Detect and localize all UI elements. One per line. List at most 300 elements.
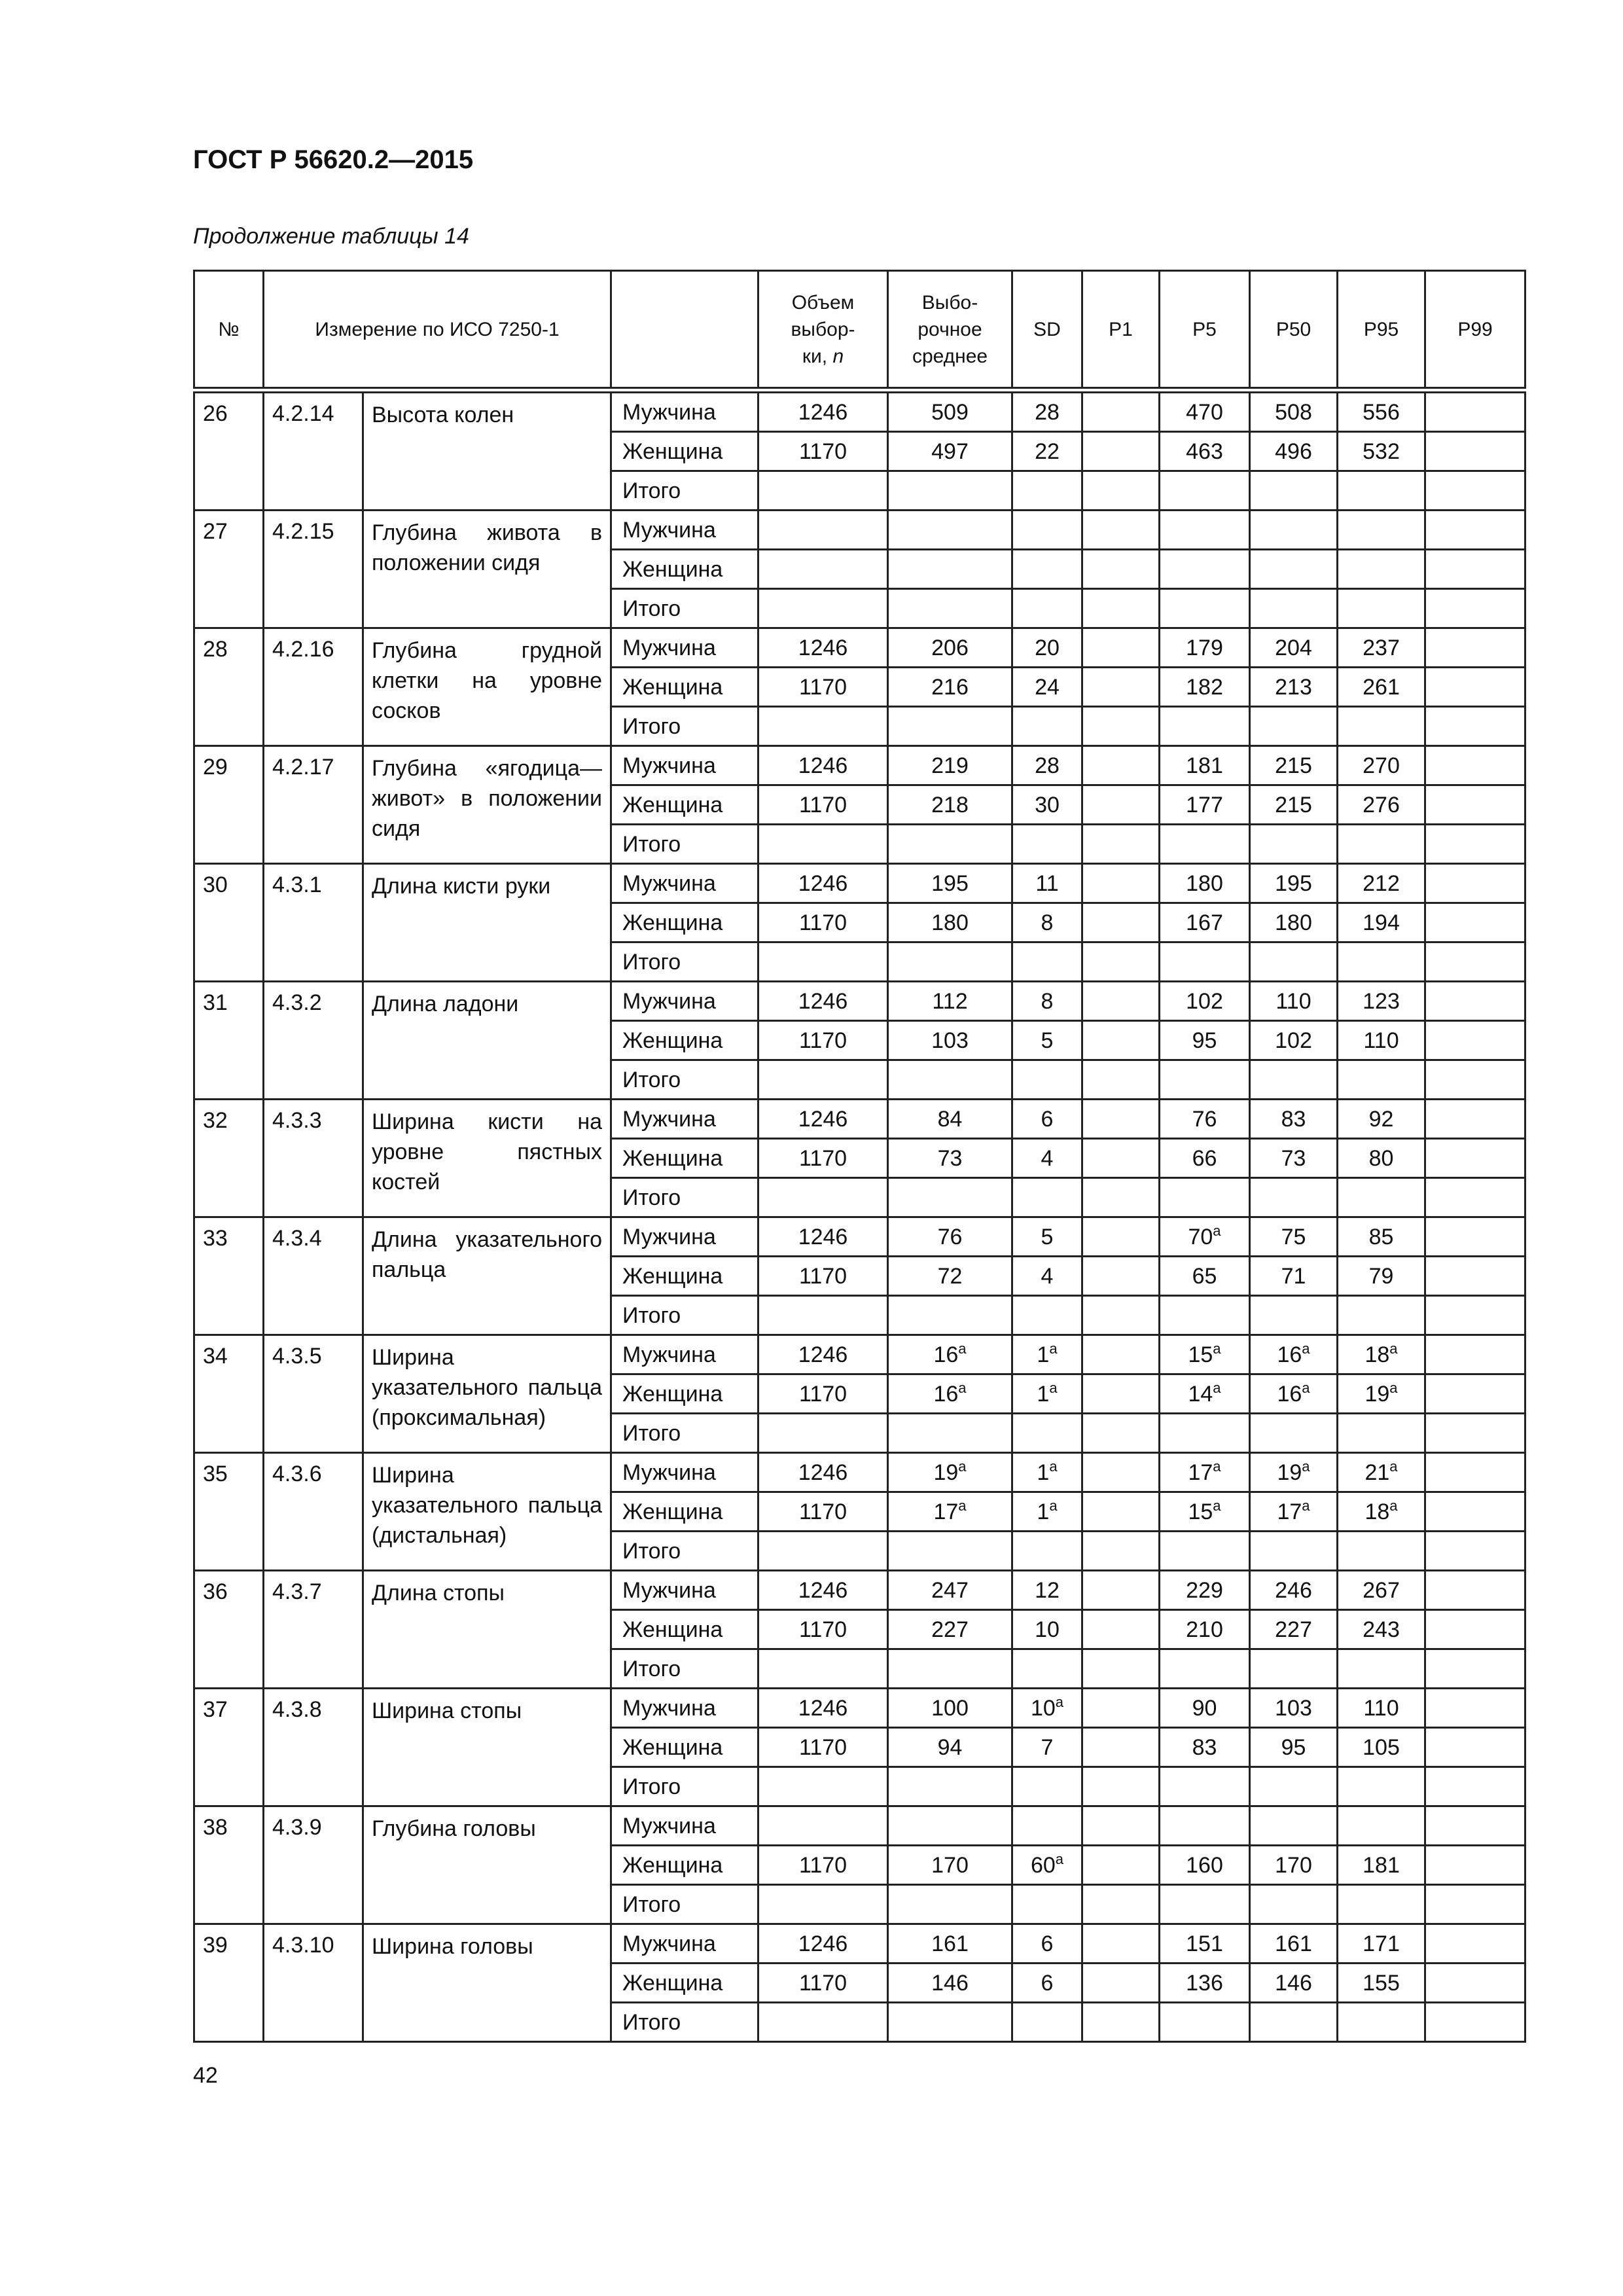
measurement-name: Длина ладони [363, 982, 611, 1100]
value-p99 [1425, 1571, 1525, 1610]
value-n: 1246 [758, 1453, 888, 1492]
value-sd [1012, 1846, 1082, 1885]
footnote-mark: a [1389, 1458, 1398, 1475]
value-p50 [1250, 1532, 1338, 1571]
sex-label: Женщина [611, 1139, 758, 1178]
table-row [194, 628, 1525, 668]
value-p5: 66 [1160, 1139, 1250, 1178]
value-n: 1246 [758, 628, 888, 668]
table-body [194, 390, 1525, 2042]
cell-value: 19 [1364, 1381, 1390, 1407]
cell-value: 1 [1037, 1342, 1050, 1367]
value-p99 [1425, 1217, 1525, 1257]
value-p1 [1082, 1846, 1160, 1885]
value-p1 [1082, 1492, 1160, 1532]
value-p50: 75 [1250, 1217, 1338, 1257]
value-n: 1170 [758, 1021, 888, 1060]
value-n [758, 1767, 888, 1806]
value-p50 [1250, 589, 1338, 628]
value-p95: 532 [1338, 432, 1425, 471]
table-row [194, 982, 1525, 1021]
value-p5: 83 [1160, 1728, 1250, 1767]
value-p1 [1082, 1217, 1160, 1257]
value-p1 [1082, 746, 1160, 785]
value-p99 [1425, 1453, 1525, 1492]
sex-label: Женщина [611, 1728, 758, 1767]
value-n [758, 511, 888, 550]
sex-label: Мужчина [611, 1571, 758, 1610]
sex-label: Женщина [611, 1964, 758, 2003]
value-p50 [1250, 1178, 1338, 1217]
value-p50: 73 [1250, 1139, 1338, 1178]
sex-label: Мужчина [611, 1806, 758, 1846]
value-p5: 76 [1160, 1100, 1250, 1139]
value-mean [888, 1885, 1012, 1924]
value-sd [1012, 1414, 1082, 1453]
iso-code: 4.3.5 [264, 1335, 363, 1453]
value-p1 [1082, 825, 1160, 864]
value-p99 [1425, 1964, 1525, 2003]
value-p99 [1425, 432, 1525, 471]
table-row [194, 1100, 1525, 1139]
value-p50: 246 [1250, 1571, 1338, 1610]
value-p1 [1082, 1178, 1160, 1217]
value-p1 [1082, 1532, 1160, 1571]
value-p5 [1160, 825, 1250, 864]
value-sd [1012, 1296, 1082, 1335]
value-n: 1246 [758, 1689, 888, 1728]
value-p1 [1082, 1806, 1160, 1846]
footnote-mark: a [1213, 1222, 1221, 1239]
value-p1 [1082, 982, 1160, 1021]
value-n: 1170 [758, 668, 888, 707]
value-sd [1012, 1335, 1082, 1374]
table-header-row [194, 271, 1525, 391]
row-number: 30 [194, 864, 264, 982]
value-sd [1012, 471, 1082, 511]
value-p50 [1250, 511, 1338, 550]
value-mean [888, 1806, 1012, 1846]
value-p1 [1082, 1924, 1160, 1964]
sex-label: Итого [611, 825, 758, 864]
measurement-name: Высота колен [363, 390, 611, 511]
sex-label: Мужчина [611, 1217, 758, 1257]
value-p5: 167 [1160, 903, 1250, 942]
sex-label: Мужчина [611, 746, 758, 785]
value-p95 [1338, 1453, 1425, 1492]
value-n: 1170 [758, 1728, 888, 1767]
value-p95: 171 [1338, 1924, 1425, 1964]
sex-label: Женщина [611, 432, 758, 471]
value-p99 [1425, 1492, 1525, 1532]
value-p1 [1082, 390, 1160, 432]
value-p5 [1160, 1374, 1250, 1414]
value-p1 [1082, 1689, 1160, 1728]
footnote-mark: a [958, 1497, 967, 1514]
sex-label: Итого [611, 1649, 758, 1689]
value-p1 [1082, 1964, 1160, 2003]
footnote-mark: a [958, 1340, 967, 1357]
row-number: 39 [194, 1924, 264, 2042]
row-number: 37 [194, 1689, 264, 1806]
cell-value: 16 [933, 1342, 959, 1367]
row-number: 31 [194, 982, 264, 1100]
value-p5: 136 [1160, 1964, 1250, 2003]
value-sd [1012, 1178, 1082, 1217]
value-p5 [1160, 471, 1250, 511]
iso-code: 4.2.14 [264, 390, 363, 511]
sex-label: Мужчина [611, 864, 758, 903]
value-p95: 556 [1338, 390, 1425, 432]
header-sample-size-line3: ки, [802, 345, 833, 367]
iso-code: 4.2.17 [264, 746, 363, 864]
value-mean [888, 1374, 1012, 1414]
value-p95: 123 [1338, 982, 1425, 1021]
value-p95: 155 [1338, 1964, 1425, 2003]
iso-code: 4.3.10 [264, 1924, 363, 2042]
value-n: 1246 [758, 864, 888, 903]
header-sample-mean-line1: Выбо- [921, 291, 978, 314]
footnote-mark: a [1049, 1379, 1058, 1396]
value-sd [1012, 1767, 1082, 1806]
value-p95: 181 [1338, 1846, 1425, 1885]
footnote-mark: a [1055, 1850, 1064, 1867]
cell-value: 17 [933, 1499, 959, 1524]
value-p99 [1425, 1610, 1525, 1649]
value-p95 [1338, 1767, 1425, 1806]
sex-label: Женщина [611, 1846, 758, 1885]
table-row [194, 1335, 1525, 1374]
value-mean: 170 [888, 1846, 1012, 1885]
value-p99 [1425, 471, 1525, 511]
sex-label: Женщина [611, 785, 758, 825]
measurement-name: Ширина кисти на уровне пястных костей [363, 1100, 611, 1217]
row-number: 33 [194, 1217, 264, 1335]
sex-label: Итого [611, 2003, 758, 2042]
value-p5: 177 [1160, 785, 1250, 825]
value-n: 1246 [758, 982, 888, 1021]
value-p99 [1425, 942, 1525, 982]
value-p95: 243 [1338, 1610, 1425, 1649]
value-p99 [1425, 2003, 1525, 2042]
value-p99 [1425, 1806, 1525, 1846]
value-p1 [1082, 1139, 1160, 1178]
cell-value: 70 [1188, 1224, 1213, 1249]
value-mean: 72 [888, 1257, 1012, 1296]
value-mean: 216 [888, 668, 1012, 707]
value-n: 1246 [758, 1335, 888, 1374]
value-p50 [1250, 942, 1338, 982]
value-sd: 11 [1012, 864, 1082, 903]
value-p95 [1338, 471, 1425, 511]
footnote-mark: a [1302, 1340, 1310, 1357]
value-mean: 219 [888, 746, 1012, 785]
value-p50: 508 [1250, 390, 1338, 432]
value-mean: 218 [888, 785, 1012, 825]
value-p99 [1425, 1649, 1525, 1689]
header-p50: P50 [1250, 271, 1338, 391]
sex-label: Мужчина [611, 1924, 758, 1964]
footnote-mark: a [1302, 1458, 1310, 1475]
value-n [758, 1532, 888, 1571]
value-p95: 80 [1338, 1139, 1425, 1178]
value-p50: 496 [1250, 432, 1338, 471]
value-p50: 103 [1250, 1689, 1338, 1728]
iso-code: 4.3.1 [264, 864, 363, 982]
measurement-name: Ширина головы [363, 1924, 611, 2042]
sex-label: Итого [611, 1414, 758, 1453]
cell-value: 17 [1277, 1499, 1302, 1524]
footnote-mark: a [1049, 1497, 1058, 1514]
value-p1 [1082, 942, 1160, 982]
value-p5 [1160, 2003, 1250, 2042]
value-p50: 102 [1250, 1021, 1338, 1060]
value-p1 [1082, 2003, 1160, 2042]
value-p50: 227 [1250, 1610, 1338, 1649]
value-n [758, 471, 888, 511]
table-row [194, 746, 1525, 785]
value-p1 [1082, 589, 1160, 628]
cell-value: 18 [1364, 1499, 1390, 1524]
sex-label: Женщина [611, 550, 758, 589]
value-p99 [1425, 864, 1525, 903]
value-p5 [1160, 1060, 1250, 1100]
value-p5 [1160, 1296, 1250, 1335]
value-sd [1012, 550, 1082, 589]
value-n: 1170 [758, 1610, 888, 1649]
anthropometric-table [193, 270, 1526, 2043]
value-p99 [1425, 1532, 1525, 1571]
value-p1 [1082, 864, 1160, 903]
value-p1 [1082, 1414, 1160, 1453]
iso-code: 4.3.7 [264, 1571, 363, 1689]
value-p1 [1082, 1885, 1160, 1924]
value-p5 [1160, 1217, 1250, 1257]
value-p50 [1250, 1649, 1338, 1689]
value-p50 [1250, 1453, 1338, 1492]
value-p95 [1338, 589, 1425, 628]
header-sample-mean-line3: среднее [912, 345, 988, 367]
row-number: 38 [194, 1806, 264, 1924]
sex-label: Женщина [611, 1374, 758, 1414]
value-sd: 5 [1012, 1021, 1082, 1060]
value-p1 [1082, 550, 1160, 589]
header-measurement: Измерение по ИСО 7250-1 [264, 271, 611, 391]
value-p50 [1250, 1767, 1338, 1806]
value-p1 [1082, 628, 1160, 668]
value-p50: 170 [1250, 1846, 1338, 1885]
value-p1 [1082, 785, 1160, 825]
value-p1 [1082, 1060, 1160, 1100]
footnote-mark: a [1213, 1379, 1221, 1396]
value-p50 [1250, 1806, 1338, 1846]
value-p1 [1082, 903, 1160, 942]
value-p95: 79 [1338, 1257, 1425, 1296]
value-n: 1170 [758, 903, 888, 942]
value-p99 [1425, 903, 1525, 942]
value-n: 1246 [758, 746, 888, 785]
value-sd: 5 [1012, 1217, 1082, 1257]
value-p5 [1160, 1806, 1250, 1846]
footnote-mark: a [1049, 1458, 1058, 1475]
sex-label: Мужчина [611, 390, 758, 432]
value-sd: 10 [1012, 1610, 1082, 1649]
sex-label: Итого [611, 1296, 758, 1335]
measurement-name: Ширина стопы [363, 1689, 611, 1806]
sex-label: Итого [611, 471, 758, 511]
value-p1 [1082, 1728, 1160, 1767]
header-sample-mean [888, 271, 1012, 391]
value-sd: 6 [1012, 1100, 1082, 1139]
value-p1 [1082, 1610, 1160, 1649]
value-mean [888, 1060, 1012, 1100]
sex-label: Мужчина [611, 1689, 758, 1728]
value-p50 [1250, 1885, 1338, 1924]
value-n [758, 942, 888, 982]
sex-label: Женщина [611, 1610, 758, 1649]
value-mean: 76 [888, 1217, 1012, 1257]
value-p5 [1160, 1885, 1250, 1924]
header-num: № [194, 271, 264, 391]
measurement-name: Длина стопы [363, 1571, 611, 1689]
value-p99 [1425, 1885, 1525, 1924]
value-p5 [1160, 1335, 1250, 1374]
value-p50 [1250, 1335, 1338, 1374]
measurement-name: Длина указательного пальца [363, 1217, 611, 1335]
row-number: 35 [194, 1453, 264, 1571]
cell-value: 60 [1030, 1852, 1056, 1878]
value-sd: 8 [1012, 982, 1082, 1021]
value-p95: 267 [1338, 1571, 1425, 1610]
value-sd [1012, 825, 1082, 864]
value-p50 [1250, 1060, 1338, 1100]
value-n: 1170 [758, 785, 888, 825]
value-p99 [1425, 1846, 1525, 1885]
value-p99 [1425, 1178, 1525, 1217]
table-row [194, 1806, 1525, 1846]
sex-label: Итого [611, 1532, 758, 1571]
value-p99 [1425, 982, 1525, 1021]
value-p95 [1338, 1060, 1425, 1100]
sex-label: Итого [611, 1178, 758, 1217]
table-row [194, 864, 1525, 903]
value-p95: 270 [1338, 746, 1425, 785]
value-mean: 84 [888, 1100, 1012, 1139]
value-n: 1170 [758, 1257, 888, 1296]
value-p5 [1160, 1767, 1250, 1806]
value-p95: 110 [1338, 1021, 1425, 1060]
footnote-mark: a [1049, 1340, 1058, 1357]
value-p50: 215 [1250, 785, 1338, 825]
cell-value: 16 [1277, 1342, 1302, 1367]
value-p5: 470 [1160, 390, 1250, 432]
value-sd [1012, 1453, 1082, 1492]
value-n: 1246 [758, 390, 888, 432]
header-sd: SD [1012, 271, 1082, 391]
table-caption: Продолжение таблицы 14 [193, 224, 469, 249]
value-n: 1170 [758, 1492, 888, 1532]
table-row [194, 1689, 1525, 1728]
value-n [758, 2003, 888, 2042]
value-p95 [1338, 1492, 1425, 1532]
value-mean: 195 [888, 864, 1012, 903]
value-p99 [1425, 628, 1525, 668]
iso-code: 4.3.9 [264, 1806, 363, 1924]
value-p95 [1338, 1178, 1425, 1217]
value-p95: 105 [1338, 1728, 1425, 1767]
sex-label: Мужчина [611, 1335, 758, 1374]
value-sd: 4 [1012, 1139, 1082, 1178]
iso-code: 4.3.8 [264, 1689, 363, 1806]
value-sd [1012, 2003, 1082, 2042]
value-p50: 215 [1250, 746, 1338, 785]
value-p95 [1338, 2003, 1425, 2042]
value-sd [1012, 1532, 1082, 1571]
cell-value: 21 [1364, 1460, 1390, 1485]
value-p95 [1338, 1649, 1425, 1689]
value-p99 [1425, 1021, 1525, 1060]
footnote-mark: a [1302, 1379, 1310, 1396]
value-p95 [1338, 707, 1425, 746]
value-p50: 83 [1250, 1100, 1338, 1139]
value-p50 [1250, 707, 1338, 746]
value-sd: 20 [1012, 628, 1082, 668]
value-p50: 110 [1250, 982, 1338, 1021]
value-p50: 180 [1250, 903, 1338, 942]
value-p99 [1425, 589, 1525, 628]
value-p1 [1082, 511, 1160, 550]
value-p1 [1082, 1767, 1160, 1806]
row-number: 27 [194, 511, 264, 628]
footnote-mark: a [1389, 1379, 1398, 1396]
value-sd [1012, 1649, 1082, 1689]
value-p1 [1082, 471, 1160, 511]
value-p95 [1338, 1335, 1425, 1374]
value-mean: 112 [888, 982, 1012, 1021]
value-mean: 180 [888, 903, 1012, 942]
value-sd [1012, 1806, 1082, 1846]
iso-code: 4.3.2 [264, 982, 363, 1100]
sex-label: Итого [611, 1060, 758, 1100]
value-n [758, 1885, 888, 1924]
value-mean: 227 [888, 1610, 1012, 1649]
table-row [194, 1453, 1525, 1492]
value-p99 [1425, 707, 1525, 746]
value-mean [888, 1767, 1012, 1806]
cell-value: 15 [1188, 1342, 1213, 1367]
value-n: 1170 [758, 1139, 888, 1178]
value-p1 [1082, 1453, 1160, 1492]
table-row [194, 1217, 1525, 1257]
cell-value: 16 [933, 1381, 959, 1407]
value-sd [1012, 707, 1082, 746]
value-p99 [1425, 1139, 1525, 1178]
value-p5: 160 [1160, 1846, 1250, 1885]
value-p99 [1425, 1060, 1525, 1100]
value-n [758, 707, 888, 746]
value-mean [888, 2003, 1012, 2042]
value-n: 1246 [758, 1571, 888, 1610]
value-p50 [1250, 1296, 1338, 1335]
value-p99 [1425, 1257, 1525, 1296]
value-sd: 28 [1012, 390, 1082, 432]
value-n [758, 589, 888, 628]
measurement-name: Глубина «ягодица—живот» в положении сидя [363, 746, 611, 864]
value-p95 [1338, 550, 1425, 589]
value-p95: 194 [1338, 903, 1425, 942]
row-number: 29 [194, 746, 264, 864]
value-p5: 179 [1160, 628, 1250, 668]
